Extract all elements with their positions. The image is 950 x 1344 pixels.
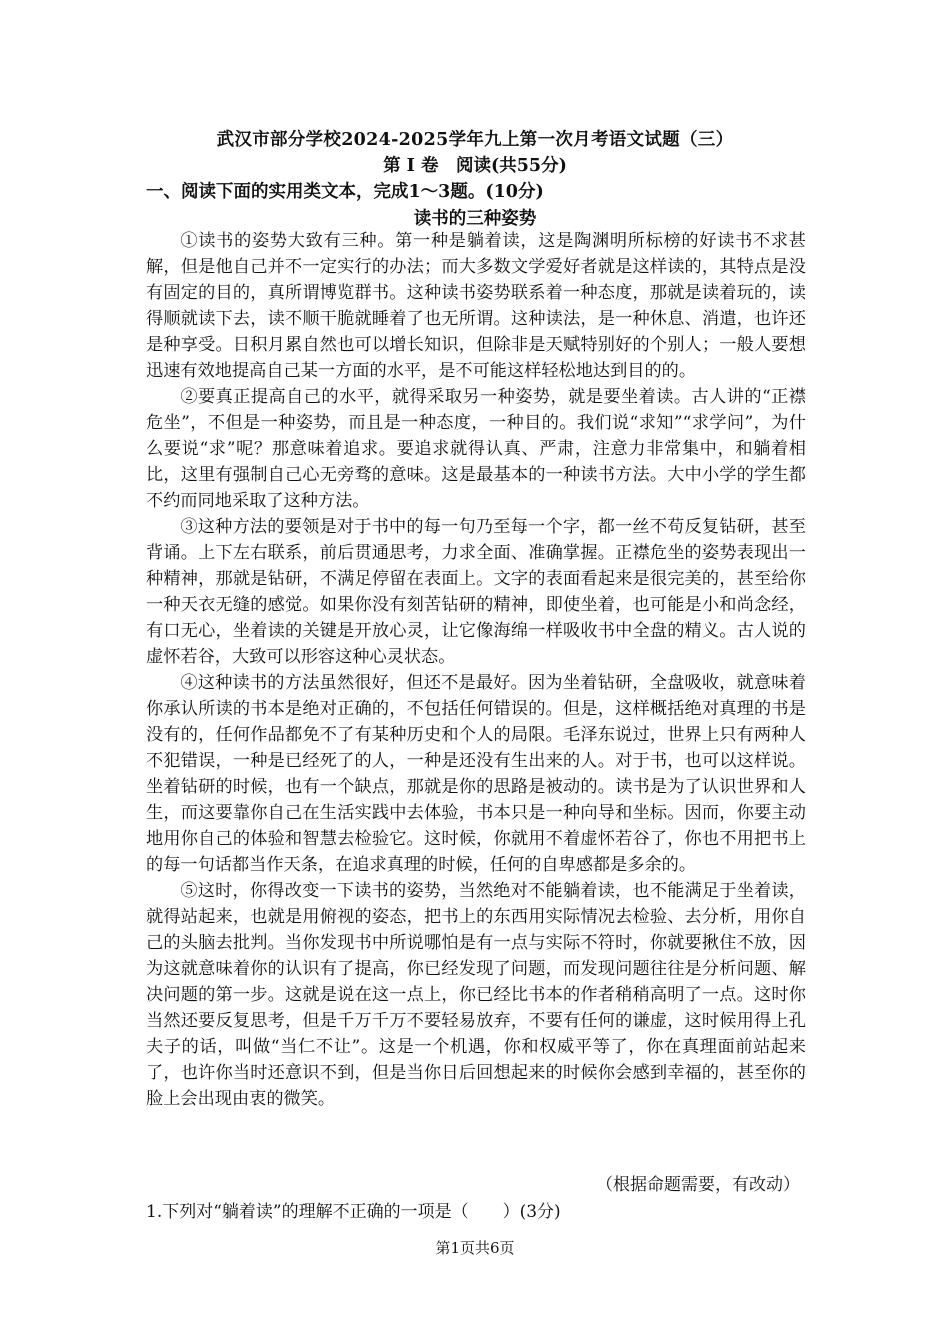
page-footer: 第1页共6页 bbox=[435, 1239, 515, 1257]
paragraph-1: ①读书的姿势大致有三种。第一种是躺着读，这是陶渊明所标榜的好读书不求甚解，但是他自己并不一定实行的办法；而大多数文学爱好者就是这样读的，其特点是没有固定的目的，真所谓博览群书。这种读书姿势联系着一种态度，那就是读着玩的，读得顺就读下去，读不顺干脆就睡着了也无所谓。这种读法，是一种休息、消遣，也许还是种享受。日积月累自然也可以增长知识，但除非是天赋特别好的个别人；一般人要想迅速有效地提高自己某一方面的水平，是不可能这样轻松地达到目的的。 bbox=[146, 231, 806, 381]
exam-title: 武汉市部分学校2024-2025学年九上第一次月考语文试题（三） bbox=[216, 130, 734, 150]
paragraph-4: ④这种读书的方法虽然很好，但还不是最好。因为坐着钻研，全盘吸收，就意味着你承认所读的书本是绝对正确的，不包括任何错误的。但是，这样概括绝对真理的书是没有的，任何作品都免不了有某种历史和个人的局限。毛泽东说过，世界上只有两种人不犯错误，一种是已经死了的人，一种是还没有生出来的人。对于书，也可以这样说。坐着钻研的时候，也有一个缺点，那就是你的思路是被动的。读书是为了认识世界和人生，而这要靠你自己在生活实践中去体验，书本只是一种向导和坐标。因而，你要主动地用你自己的体验和智慧去检验它。这时候，你就用不着虚怀若谷了，你也不用把书上的每一句话都当作天条，在追求真理的时候，任何的自卑感都是多余的。 bbox=[146, 673, 806, 875]
question-1: 1.下列对“躺着读”的理解不正确的一项是（ ）(3分) bbox=[146, 1202, 561, 1222]
paragraph-5: ⑤这时，你得改变一下读书的姿势，当然绝对不能躺着读，也不能满足于坐着读，就得站起来，也就是用俯视的姿态，把书上的东西用实际情况去检验、去分析，用你自己的头脑去批判。当你发现书中所说哪怕是有一点与实际不符时，你就要揪住不放，因为这就意味着你的认识有了提高，你已经发现了问题，而发现问题往往是分析问题、解决问题的第一步。这就是说在这一点上，你已经比书本的作者稍稍高明了一点。这时你当然还要反复思考，但是千万千万不要轻易放弃，不要有任何的谦虚，这时候用得上孔夫子的话，叫做“当仁不让”。这是一个机遇，你和权威平等了，你在真理面前站起来了，也许你当时还意识不到，但是当你日后回想起来的时候你会感到幸福的，甚至你的脸上会出现由衷的微笑。 bbox=[146, 881, 806, 1109]
volume-heading: 第 Ⅰ 卷 阅读(共55分) bbox=[383, 156, 567, 176]
article-title: 读书的三种姿势 bbox=[413, 209, 537, 229]
article-body bbox=[146, 228, 806, 1112]
section-heading: 一、阅读下面的实用类文本，完成1～3题。(10分) bbox=[146, 182, 544, 202]
paragraph-3: ③这种方法的要领是对于书中的每一句乃至每一个字，都一丝不苟反复钻研，甚至背诵。上下左右联系，前后贯通思考，力求全面、准确掌握。正襟危坐的姿势表现出一种精神，那就是钻研，不满足停留在表面上。文字的表面看起来是很完美的，甚至给你一种天衣无缝的感觉。如果你没有刻苦钻研的精神，即使坐着，也可能是小和尚念经，有口无心，坐着读的关键是开放心灵，让它像海绵一样吸收书中全盘的精义。古人说的虚怀若谷，大致可以形容这种心灵状态。 bbox=[146, 517, 806, 667]
paragraph-2: ②要真正提高自己的水平，就得采取另一种姿势，就是要坐着读。古人讲的“正襟危坐”，不但是一种姿势，而且是一种态度，一种目的。我们说“求知”“求学问”，为什么要说“求”呢？那意味着追求。要追求就得认真、严肃，注意力非常集中，和躺着相比，这里有强制自己心无旁骛的意味。这是最基本的一种读书方法。大中小学的学生都不约而同地采取了这种方法。 bbox=[146, 387, 806, 511]
source-note: （根据命题需要，有改动） bbox=[596, 1175, 800, 1195]
